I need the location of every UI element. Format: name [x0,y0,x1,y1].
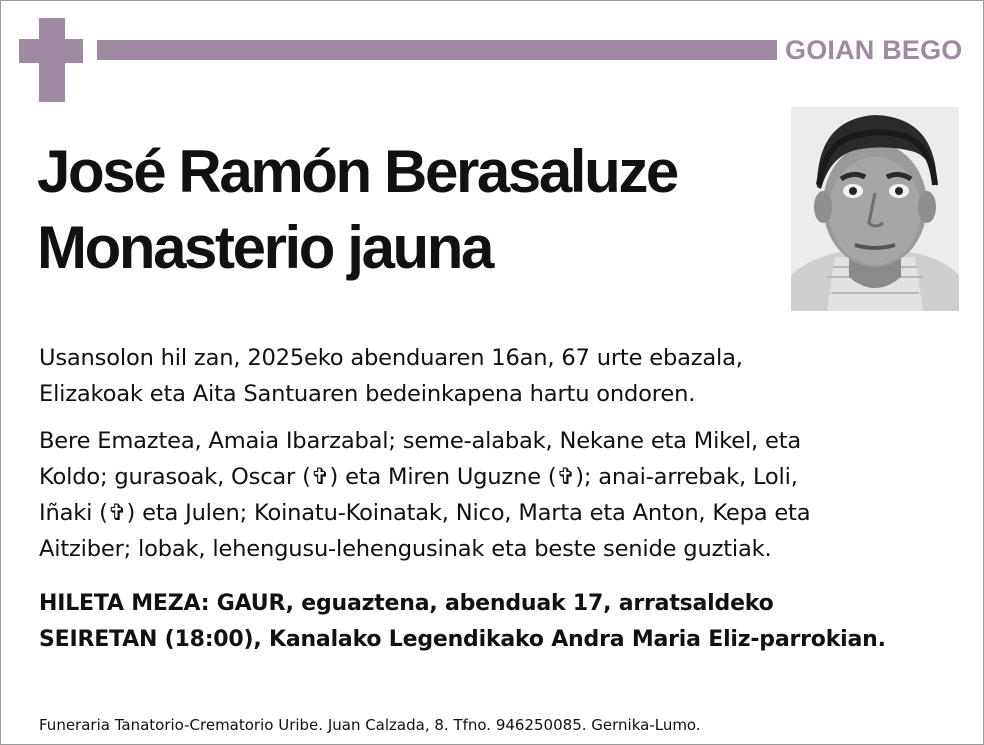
family-line: Aitziber; lobak, lehengusu-lehengusinak eta beste senide guztiak. [39,536,772,562]
name-line-2: Monasterio jauna [37,214,493,281]
family-line: Bere Emaztea, Amaia Ibarzabal; seme-alabak, Nekane eta Mikel, eta [39,428,802,454]
portrait-photo [791,107,959,311]
death-line: Elizakoak eta Aita Santuaren bedeinkapena hartu ondoren. [39,381,696,407]
header-rule [97,40,777,60]
name-line-1: José Ramón Berasaluze [37,138,677,205]
latin-cross-icon-arm [19,39,83,63]
family-line: Koldo; gurasoak, Oscar (✞) eta Miren Uguzne (✞); anai-arrebak, Loli, [39,464,798,490]
deceased-name [37,134,797,286]
service-line: HILETA MEZA: GAUR, eguaztena, abenduak 17, arratsaldeko [39,591,774,616]
portrait-image [791,107,959,311]
service-line: SEIRETAN (18:00), Kanalako Legendikako Andra Maria Eliz-parrokian. [39,627,886,652]
funeral-service [39,586,959,658]
funeral-home-footer: Funeraria Tanatorio-Crematorio Uribe. Juan Calzada, 8. Tfno. 946250085. Gernika-Lumo. [39,716,701,734]
brand-title: GOIAN BEGO [785,35,963,65]
death-announcement [39,340,959,412]
death-line: Usansolon hil zan, 2025eko abenduaren 16an, 67 urte ebazala, [39,345,743,371]
family-list [39,423,959,567]
family-line: Iñaki (✞) eta Julen; Koinatu-Koinatak, Nico, Marta eta Anton, Kepa eta [39,500,811,526]
